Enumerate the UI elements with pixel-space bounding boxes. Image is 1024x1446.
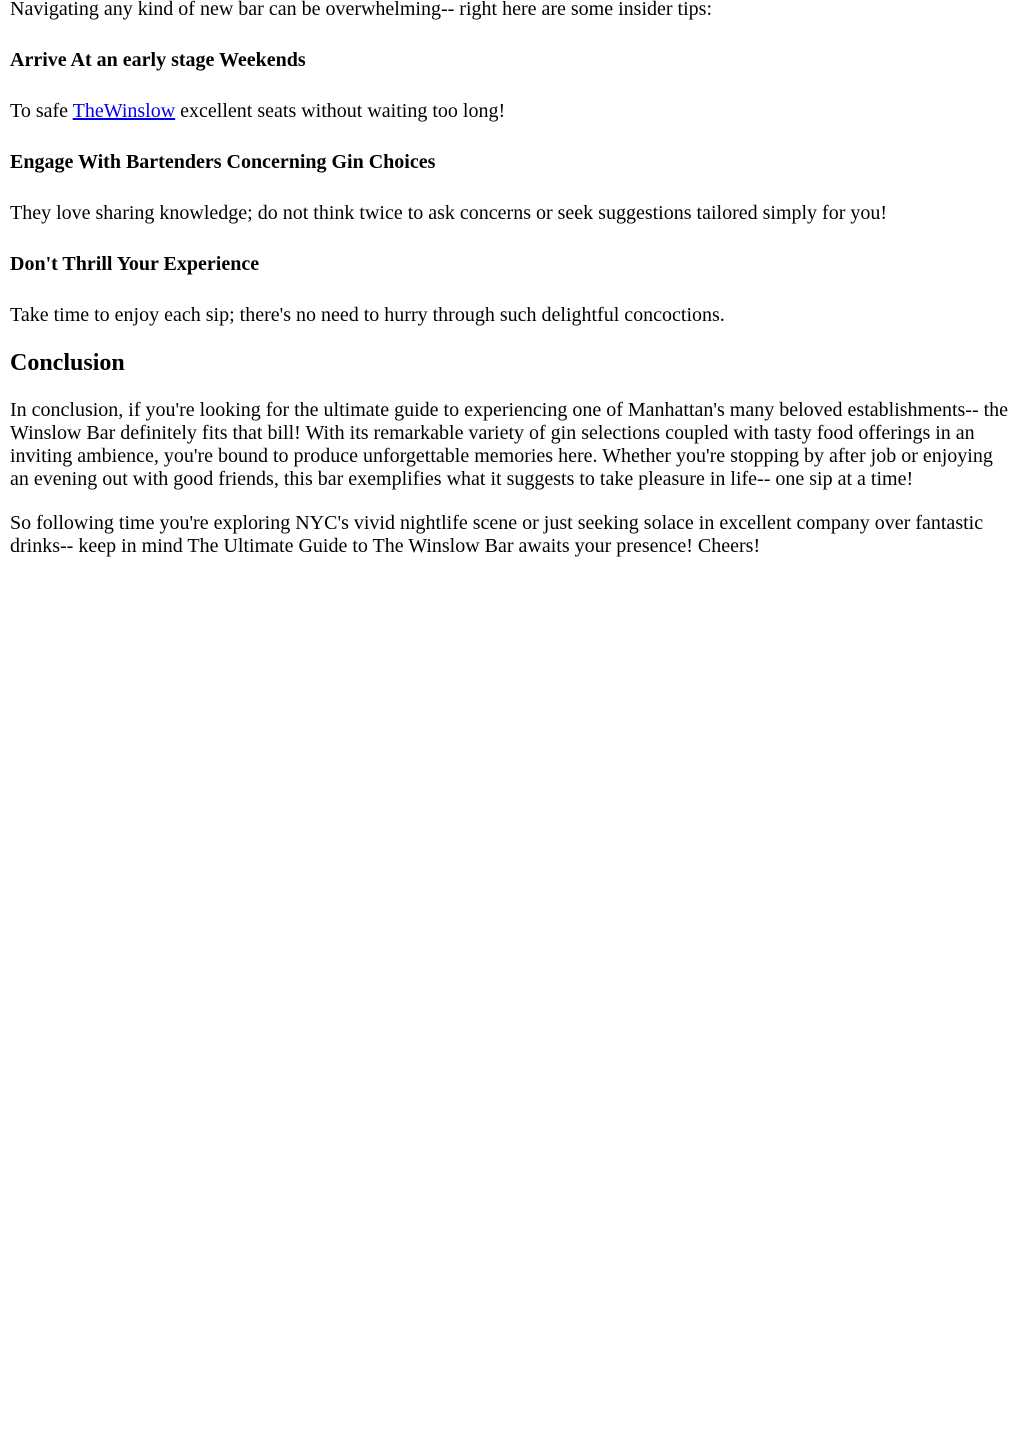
thewinslow-link[interactable]: TheWinslow [72, 100, 176, 122]
tip-heading-arrive-early: Arrive At an early stage Weekends [10, 49, 306, 71]
article-body [0, 0, 1024, 558]
tip-text-after-link: excellent seats without waiting too long! [175, 100, 506, 122]
tip-text-arrive-early [10, 100, 1014, 123]
tip-text-bartenders: They love sharing knowledge; do not think twice to ask concerns or seek suggestions tailored simply for you! [10, 202, 888, 224]
intro-paragraph: Navigating any kind of new bar can be overwhelming-- right here are some insider tips: [10, 0, 713, 20]
conclusion-paragraph-1: In conclusion, if you're looking for the ultimate guide to experiencing one of Manhattan's many beloved establishments-- the Winslow Bar definitely fits that bill! With its remarkable variety of gin selections coupled with tasty food offerings in an inviting ambience, you're bound to produce unforgettable memories here. Whether you're stopping by after job or enjoying an evening out with good friends, this bar exemplifies what it suggests to take pleasure in life-- one sip at a time! [10, 399, 1009, 490]
tip-heading-bartenders: Engage With Bartenders Concerning Gin Choices [10, 151, 436, 173]
tip-text-before-link: To safe [10, 100, 73, 122]
tip-heading-experience: Don't Thrill Your Experience [10, 253, 260, 275]
conclusion-heading: Conclusion [10, 350, 125, 376]
conclusion-paragraph-2: So following time you're exploring NYC's vivid nightlife scene or just seeking solace in excellent company over fantastic drinks-- keep in mind The Ultimate Guide to The Winslow Bar awaits your presence! Cheers! [10, 512, 984, 557]
tip-text-experience: Take time to enjoy each sip; there's no need to hurry through such delightful concoctions. [10, 304, 725, 326]
